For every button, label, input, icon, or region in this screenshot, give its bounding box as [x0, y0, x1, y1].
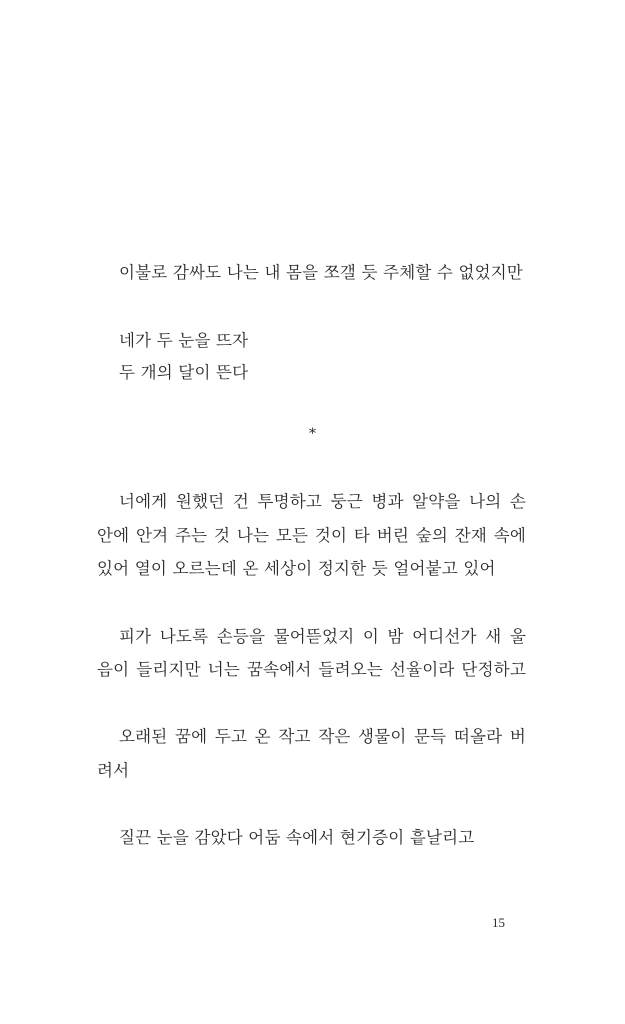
poem-line: 있어 열이 오르는데 온 세상이 정지한 듯 얼어붙고 있어 — [97, 559, 496, 578]
section-separator: * — [309, 426, 316, 442]
poem-line: 질끈 눈을 감았다 어둠 속에서 현기증이 흩날리고 — [119, 828, 475, 847]
poem-line: 너에게 원했던 건 투명하고 둥근 병과 알약을 나의 손 — [119, 492, 526, 511]
poem-line: 두 개의 달이 뜬다 — [119, 363, 249, 382]
poem-line: 안에 안겨 주는 것 나는 모든 것이 타 버린 숲의 잔재 속에 — [97, 526, 526, 545]
poem-line: 오래된 꿈에 두고 온 작고 작은 생물이 문득 떠올라 버 — [119, 727, 526, 746]
poem-line: 피가 나도록 손등을 물어뜯었지 이 밤 어디선가 새 울 — [119, 627, 526, 646]
poem-line: 음이 들리지만 너는 꿈속에서 들려오는 선율이라 단정하고 — [97, 660, 526, 679]
page-number: 15 — [492, 915, 505, 930]
poem-line: 이불로 감싸도 나는 내 몸을 쪼갤 듯 주체할 수 없었지만 — [119, 263, 524, 282]
poem-line: 려서 — [97, 761, 130, 780]
poem-line: 네가 두 눈을 뜨자 — [119, 331, 249, 350]
